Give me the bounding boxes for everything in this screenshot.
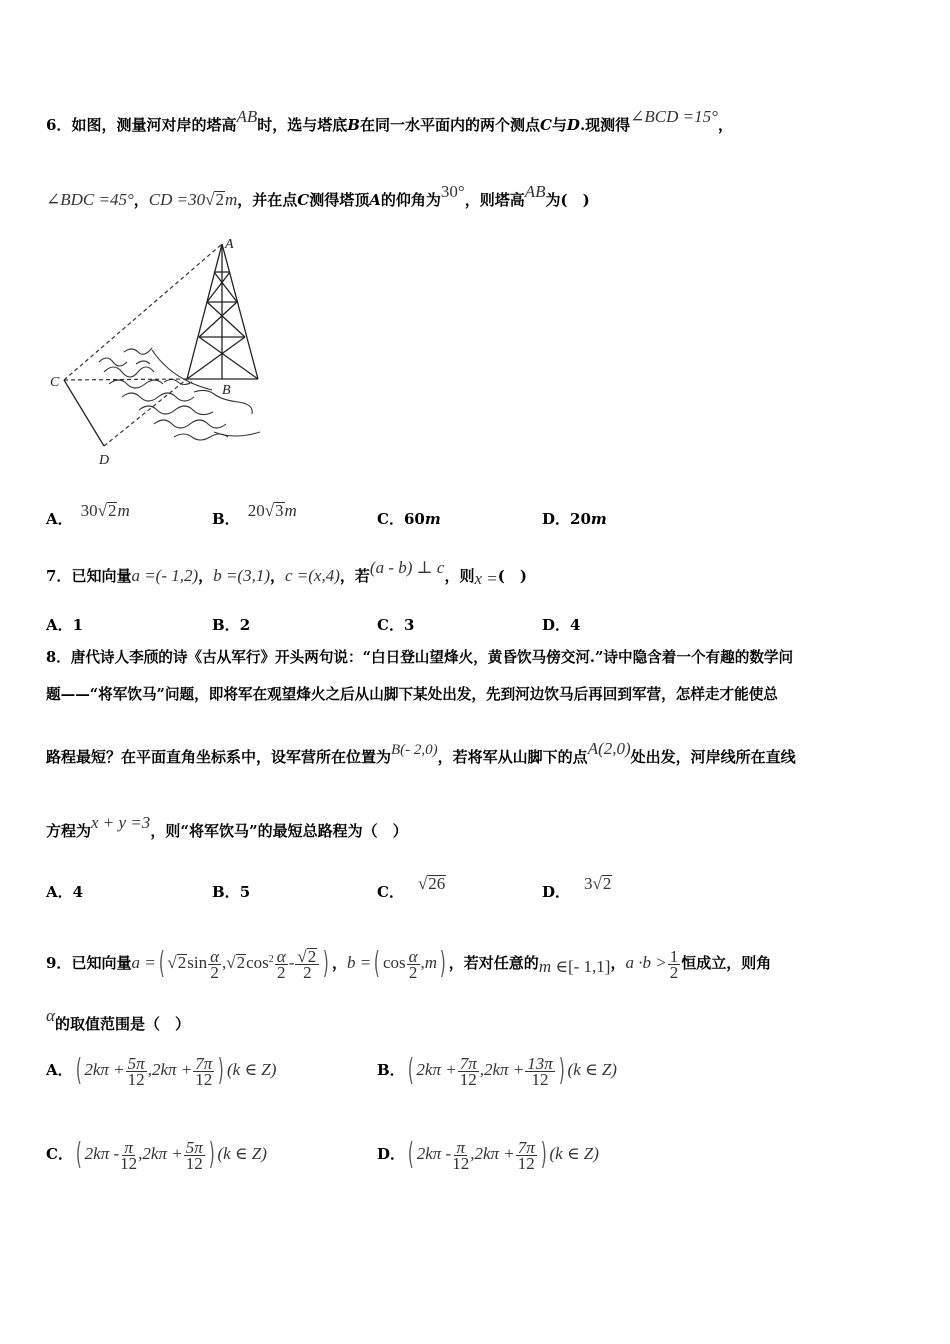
figure-label-a: A bbox=[225, 237, 234, 252]
q8-option-b[interactable] bbox=[212, 881, 250, 902]
q7-text: ，若 bbox=[339, 567, 370, 585]
q8-option-d[interactable]: D． 3√2 bbox=[542, 874, 612, 901]
option-value: 60 bbox=[403, 510, 425, 528]
q6-text: 测得塔顶 bbox=[309, 191, 370, 209]
q9-square: 2 bbox=[268, 954, 274, 965]
q7-vector-b: b =(3,1) bbox=[213, 566, 270, 585]
option-unit: m bbox=[590, 510, 607, 528]
option-lower-den: 12 bbox=[120, 1153, 138, 1173]
q9-option-a[interactable]: A．( 2kπ + $\frac{5\pi}{12}$ ,2kπ + $\frac{7\pi}{12}$ ) (k ∈ Z) bbox=[46, 1053, 277, 1089]
option-tail: (k ∈ Z) bbox=[567, 1060, 617, 1079]
q8-line2: 题——“将军饮马”问题，即将军在观望烽火之后从山脚下某处出发，先到河边饮马后再回到军营，怎样走才能使总 bbox=[46, 686, 778, 703]
q9-range: - 1,1 bbox=[573, 957, 605, 976]
tower-brace bbox=[199, 302, 237, 337]
q7-option-a[interactable] bbox=[46, 614, 83, 635]
option-value: 4 bbox=[570, 616, 581, 634]
q6-cd-radicand: 2 bbox=[215, 190, 224, 209]
q7-text: 已知向量 bbox=[71, 567, 132, 585]
q7-x-eq: x = bbox=[474, 569, 498, 588]
q9-line2 bbox=[46, 1006, 910, 1034]
q6-text: 为( ) bbox=[545, 191, 590, 209]
q9-alpha: α bbox=[46, 1006, 55, 1025]
q9-option-b[interactable]: B．( 2kπ + $\frac{7\pi}{12}$ ,2kπ + $\frac{13\pi}{12}$ ) (k ∈ Z) bbox=[377, 1053, 617, 1089]
option-upper-num: 13π bbox=[527, 1053, 553, 1073]
option-lower-den: 12 bbox=[452, 1153, 470, 1173]
option-value: 1 bbox=[72, 616, 84, 634]
q9-minus: - bbox=[288, 953, 295, 972]
q7-number: 7． bbox=[46, 567, 72, 585]
option-label: D． bbox=[542, 616, 571, 634]
option-label: C． bbox=[377, 883, 404, 901]
q7-perp-condition: (a - b) ⊥ c bbox=[369, 558, 445, 577]
option-label: D． bbox=[542, 510, 571, 528]
q6-point-d: D bbox=[566, 116, 580, 134]
q7-option-c[interactable] bbox=[377, 614, 414, 635]
q6-text: 时，选与塔底 bbox=[257, 116, 348, 134]
q6-line1 bbox=[46, 107, 910, 135]
river-waves bbox=[99, 348, 260, 440]
option-value: 4 bbox=[72, 883, 84, 901]
q6-ab-symbol: AB bbox=[524, 182, 546, 201]
q9-option-c[interactable]: C．( 2kπ - $\frac{\pi}{12}$ ,2kπ + $\frac{5\pi}{12}$ ) (k ∈ Z) bbox=[46, 1137, 267, 1173]
option-label: B． bbox=[212, 510, 240, 528]
q7-sep: ， bbox=[269, 567, 285, 585]
option-upper-num: 5π bbox=[185, 1137, 203, 1157]
option-value: 2 bbox=[239, 616, 251, 634]
q6-number: 6． bbox=[46, 116, 72, 134]
option-lower-prefix: 2kπ - bbox=[84, 1144, 120, 1163]
q7-text: ( ) bbox=[497, 567, 527, 585]
q8-text: 路程最短？在平面直角坐标系中，设军营所在位置为 bbox=[46, 748, 392, 766]
option-lower-num: π bbox=[124, 1137, 133, 1157]
q6-comma: ， bbox=[133, 191, 149, 209]
option-lower-prefix: 2kπ + bbox=[84, 1060, 125, 1079]
q9-half-num: 1 bbox=[669, 946, 679, 966]
q6-point-a: A bbox=[369, 191, 381, 209]
q7-line bbox=[46, 558, 910, 588]
q6-text: 的仰角为 bbox=[380, 191, 441, 209]
q6-option-b[interactable]: B． 20√3m bbox=[212, 501, 297, 528]
q6-comma: ， bbox=[717, 116, 733, 134]
option-upper-prefix: ,2kπ + bbox=[138, 1144, 183, 1163]
option-label: C． bbox=[377, 510, 404, 528]
option-label: A． bbox=[46, 883, 73, 901]
option-upper-den: 12 bbox=[185, 1153, 203, 1173]
option-label: B． bbox=[212, 616, 240, 634]
q8-text: ，若将军从山脚下的点 bbox=[437, 748, 588, 766]
q6-option-c[interactable] bbox=[377, 508, 441, 529]
q8-option-c[interactable]: C． √26 bbox=[377, 874, 446, 901]
option-tail: (k ∈ Z) bbox=[217, 1144, 267, 1163]
option-label: B． bbox=[212, 883, 240, 901]
option-lower-den: 12 bbox=[127, 1069, 145, 1089]
q6-cd-equation: CD =30 bbox=[148, 190, 206, 209]
q7-option-d[interactable] bbox=[542, 614, 580, 635]
q6-text: 在同一水平面内的两个测点 bbox=[359, 116, 540, 134]
figure-label-d: D bbox=[99, 453, 110, 468]
q9-cos: cos bbox=[246, 953, 269, 972]
q9-number: 9． bbox=[46, 954, 72, 972]
q8-line1: 8．唐代诗人李颀的诗《古从军行》开头两句说：“白日登山望烽火，黄昏饮马傍交河.”诗中隐含着一个有趣的数学问 bbox=[46, 649, 794, 666]
q6-text: 与 bbox=[551, 116, 567, 134]
option-upper-den: 12 bbox=[531, 1069, 549, 1089]
q9-two: 2 bbox=[408, 962, 418, 982]
option-lower-num: 7π bbox=[459, 1053, 477, 1073]
option-tail: (k ∈ Z) bbox=[549, 1144, 599, 1163]
option-radicand: 2 bbox=[602, 874, 612, 893]
option-coef: 20 bbox=[247, 501, 265, 520]
q9-two: 2 bbox=[303, 963, 312, 982]
q6-point-c: C bbox=[297, 191, 310, 209]
q6-text: ，并在点 bbox=[237, 191, 298, 209]
sightline-ca bbox=[64, 244, 222, 380]
q6-option-d[interactable] bbox=[542, 508, 607, 529]
option-lower-den: 12 bbox=[459, 1069, 477, 1089]
q7-text: ，则 bbox=[444, 567, 475, 585]
option-unit: m bbox=[284, 501, 297, 520]
option-upper-prefix: ,2kπ + bbox=[479, 1060, 525, 1079]
option-coef: 30 bbox=[80, 501, 98, 520]
q9-radicand: 2 bbox=[236, 953, 246, 972]
option-radicand: 3 bbox=[275, 501, 284, 520]
q8-point-b: B(- 2,0) bbox=[391, 742, 438, 758]
option-label: A． bbox=[46, 1061, 73, 1079]
q6-option-a[interactable]: A． 30√2m bbox=[46, 501, 130, 528]
q6-elevation-angle: 30° bbox=[440, 182, 465, 201]
option-radicand: 26 bbox=[428, 874, 446, 893]
option-upper-den: 12 bbox=[195, 1069, 213, 1089]
q9-vector-b: b = bbox=[346, 953, 372, 972]
option-upper-den: 12 bbox=[517, 1153, 535, 1173]
q9-alpha: α bbox=[276, 946, 286, 966]
option-value: 5 bbox=[239, 883, 251, 901]
q9-text: 的取值范围是（ ） bbox=[54, 1015, 190, 1033]
q7-vector-a: a =(- 1,2) bbox=[131, 566, 199, 585]
q7-vector-c: c =(x,4) bbox=[285, 566, 340, 585]
option-tail: (k ∈ Z) bbox=[226, 1060, 277, 1079]
q6-text: .现测得 bbox=[579, 116, 631, 134]
line-db bbox=[104, 379, 187, 446]
option-label: D． bbox=[377, 1145, 406, 1163]
option-label: A． bbox=[46, 616, 73, 634]
option-label: B． bbox=[377, 1061, 405, 1079]
q8-text: 方程为 bbox=[46, 822, 92, 840]
q9-sin: sin bbox=[187, 953, 208, 972]
q6-text: ，则塔高 bbox=[464, 191, 525, 209]
q9-radicand: 2 bbox=[177, 953, 187, 972]
option-value: 3 bbox=[403, 616, 415, 634]
option-label: C． bbox=[377, 616, 404, 634]
figure-label-c: C bbox=[50, 375, 60, 390]
q9-two: 2 bbox=[210, 962, 219, 982]
option-upper-num: 7π bbox=[195, 1053, 213, 1073]
option-unit: m bbox=[424, 510, 441, 528]
q9-vector-a: a = bbox=[131, 953, 156, 972]
q9-radicand: 2 bbox=[307, 947, 317, 966]
q9-m: m bbox=[424, 953, 438, 972]
q8-text: ，则“将军饮马”的最短总路程为（ ） bbox=[150, 822, 408, 840]
option-radicand: 2 bbox=[107, 501, 117, 520]
option-unit: m bbox=[117, 501, 130, 520]
q6-text: 如图，测量河对岸的塔高 bbox=[71, 116, 237, 134]
option-upper-prefix: ,2kπ + bbox=[470, 1144, 515, 1163]
q7-option-b[interactable] bbox=[212, 614, 250, 635]
q8-river-equation: x + y =3 bbox=[91, 813, 151, 832]
option-lower-num: 5π bbox=[127, 1053, 145, 1073]
q9-m-in: m ∈ bbox=[538, 957, 568, 976]
figure-label-b: B bbox=[222, 383, 231, 398]
q9-text: 已知向量 bbox=[71, 954, 132, 972]
option-lower-num: π bbox=[456, 1137, 465, 1157]
line-cd bbox=[64, 380, 104, 446]
q8-text: 处出发，河岸线所在直线 bbox=[630, 748, 796, 766]
q6-tower-figure bbox=[44, 232, 274, 472]
q7-sep: ， bbox=[198, 567, 214, 585]
option-coef: 3 bbox=[584, 874, 593, 893]
q9-half-den: 2 bbox=[669, 962, 679, 982]
option-upper-prefix: ,2kπ + bbox=[147, 1060, 193, 1079]
q6-angle-bcd: ∠BCD =15° bbox=[630, 107, 718, 126]
q9-option-d[interactable]: D．( 2kπ - $\frac{\pi}{12}$ ,2kπ + $\frac{7\pi}{12}$ ) (k ∈ Z) bbox=[377, 1137, 599, 1173]
option-label: C． bbox=[46, 1145, 73, 1163]
option-label: A． bbox=[46, 510, 73, 528]
q8-line3 bbox=[46, 739, 910, 768]
q8-point-a: A(2,0) bbox=[587, 739, 631, 758]
option-value: 20 bbox=[570, 510, 591, 528]
option-upper-num: 7π bbox=[517, 1137, 535, 1157]
q9-line1: 9．已知向量a =( √2sin $\frac{\alpha}{2}$ $,√2\cos^2$ $\frac{\alpha}{2}$ - $\frac{√2}{2}$ ) ，b =( cos $\frac{\alpha}{2}$ ,m) ，若对任意的m ∈[- 1,1]，a ·b > $\frac{1}{2}$ 恒成立，则角 bbox=[46, 946, 772, 982]
q6-cd-unit: m bbox=[224, 190, 238, 209]
q9-two: 2 bbox=[277, 962, 286, 982]
q9-alpha: α bbox=[210, 946, 220, 966]
q9-dot-product: a ·b > bbox=[625, 953, 667, 972]
q6-angle-bdc: ∠BDC =45° bbox=[46, 190, 134, 209]
option-lower-prefix: 2kπ + bbox=[416, 1060, 457, 1079]
option-label: D． bbox=[542, 883, 571, 901]
option-lower-prefix: 2kπ - bbox=[416, 1144, 452, 1163]
q6-ab-symbol: AB bbox=[236, 107, 258, 126]
q8-option-a[interactable] bbox=[46, 881, 83, 902]
q6-point-b: B bbox=[347, 116, 360, 134]
q8-line4 bbox=[46, 813, 910, 841]
q9-text: 恒成立，则角 bbox=[681, 954, 772, 972]
q6-point-c: C bbox=[539, 116, 552, 134]
q9-text: ，若对任意的 bbox=[448, 954, 539, 972]
q9-alpha: α bbox=[408, 946, 418, 966]
q9-cos: cos bbox=[382, 953, 406, 972]
q6-line2: ∠BDC =45°，CD =30√2m，并在点C测得塔顶A的仰角为30°，则塔高AB为( ) bbox=[46, 182, 590, 209]
